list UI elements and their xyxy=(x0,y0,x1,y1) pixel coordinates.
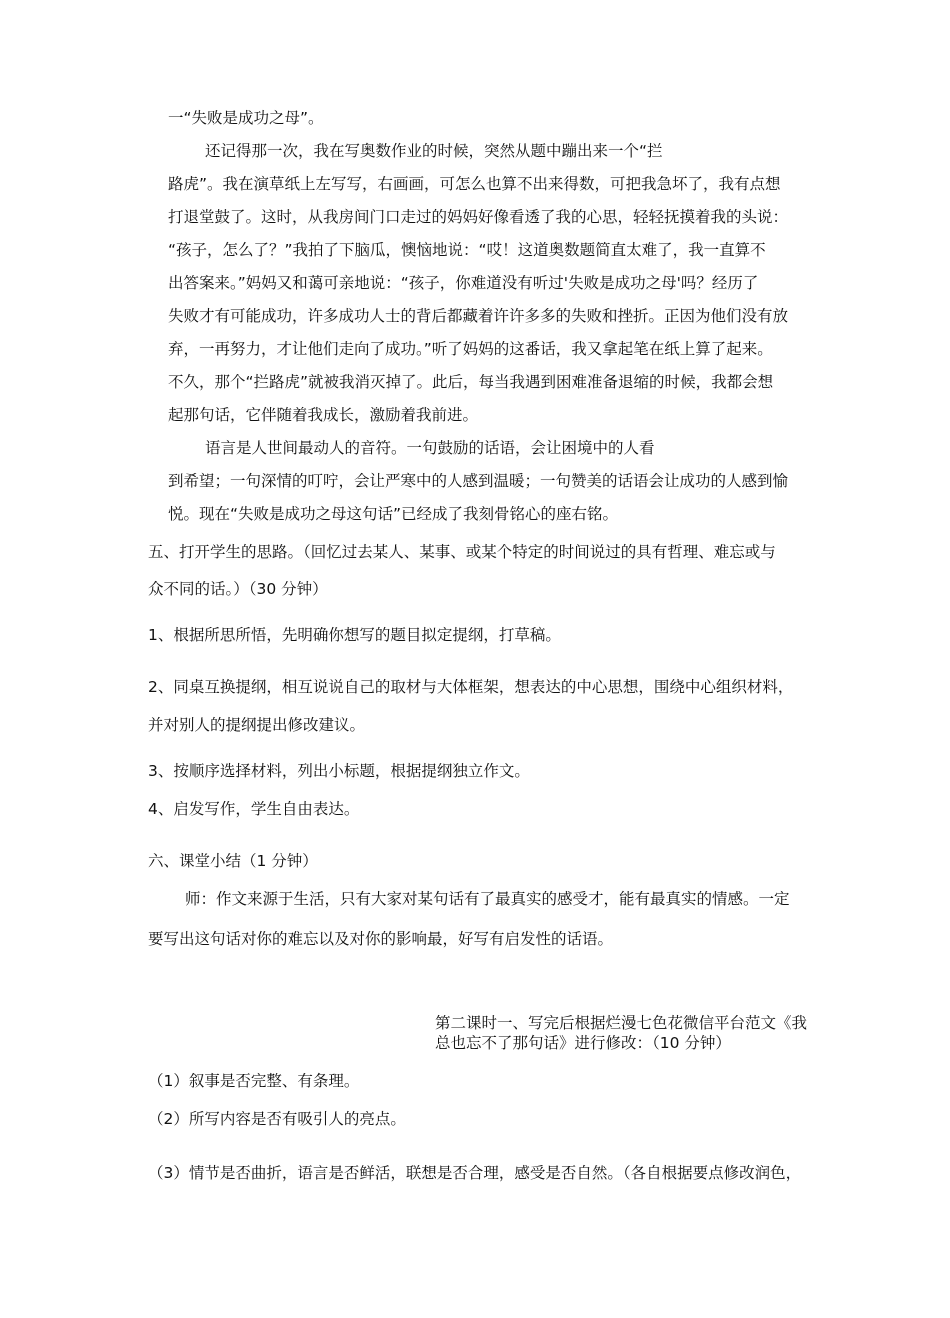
passage-line: “孩子，怎么了？”我拍了下脑瓜，懊恼地说：“哎！这道奥数题简直太难了，我一直算不 xyxy=(168,241,766,259)
passage-line: 出答案来。”妈妈又和蔼可亲地说：“孩子，你难道没有听过'失败是成功之母'吗？经历了 xyxy=(168,274,759,292)
section-5-item-4: 4、启发写作，学生自由表达。 xyxy=(148,800,360,818)
passage-line: 路虎”。我在演草纸上左写写，右画画，可怎么也算不出来得数，可把我急坏了，我有点想 xyxy=(168,175,781,193)
section-5-item-2: 2、同桌互换提纲，相互说说自己的取材与大体框架，想表达的中心思想，围绕中心组织材料， xyxy=(148,678,794,696)
lesson-2-heading-cont: 总也忘不了那句话》进行修改：（10 分钟） xyxy=(435,1034,731,1052)
section-5-item-3: 3、按顺序选择材料，列出小标题，根据提纲独立作文。 xyxy=(148,762,530,780)
lesson-2-item-1: （1）叙事是否完整、有条理。 xyxy=(148,1072,360,1090)
passage-line: 语言是人世间最动人的音符。一句鼓励的话语，会让困境中的人看 xyxy=(205,439,655,457)
lesson-2-item-2: （2）所写内容是否有吸引人的亮点。 xyxy=(148,1110,406,1128)
section-5-item-2-cont: 并对别人的提纲提出修改建议。 xyxy=(148,716,366,734)
lesson-2-heading: 第二课时一、写完后根据烂漫七色花微信平台范文《我 xyxy=(435,1014,808,1032)
section-6-title: 六、课堂小结（1 分钟） xyxy=(148,852,318,870)
passage-line: 失败才有可能成功，许多成功人士的背后都藏着许许多多的失败和挫折。正因为他们没有放 xyxy=(168,307,789,325)
passage-line: 还记得那一次，我在写奥数作业的时候，突然从题中蹦出来一个“拦 xyxy=(205,142,663,160)
section-6-paragraph: 师：作文来源于生活，只有大家对某句话有了最真实的感受才，能有最真实的情感。一定 xyxy=(185,890,790,908)
passage-line: 悦。现在“失败是成功之母这句话”已经成了我刻骨铭心的座右铭。 xyxy=(168,505,619,523)
passage-line: 弃，一再努力，才让他们走向了成功。”听了妈妈的这番话，我又拿起笔在纸上算了起来。 xyxy=(168,340,773,358)
passage-line: 不久，那个“拦路虎”就被我消灭掉了。此后，每当我遇到困难准备退缩的时候，我都会想 xyxy=(168,373,774,391)
passage-line: 一“失败是成功之母”。 xyxy=(168,109,324,127)
lesson-2-item-3: （3）情节是否曲折，语言是否鲜活，联想是否合理，感受是否自然。（各自根据要点修改润色， xyxy=(148,1164,802,1182)
passage-line: 到希望；一句深情的叮咛，会让严寒中的人感到温暖；一句赞美的话语会让成功的人感到愉 xyxy=(168,472,789,490)
section-5-title-cont: 众不同的话。）（30 分钟） xyxy=(148,580,328,598)
section-5-title: 五、打开学生的思路。（回忆过去某人、某事、或某个特定的时间说过的具有哲理、难忘或与 xyxy=(148,543,776,561)
section-6-paragraph-cont: 要写出这句话对你的难忘以及对你的影响最，好写有启发性的话语。 xyxy=(148,930,614,948)
passage-line: 打退堂鼓了。这时，从我房间门口走过的妈妈好像看透了我的心思，轻轻抚摸着我的头说： xyxy=(168,208,789,226)
passage-line: 起那句话，它伴随着我成长，激励着我前进。 xyxy=(168,406,479,424)
section-5-item-1: 1、根据所思所悟，先明确你想写的题目拟定提纲，打草稿。 xyxy=(148,626,561,644)
